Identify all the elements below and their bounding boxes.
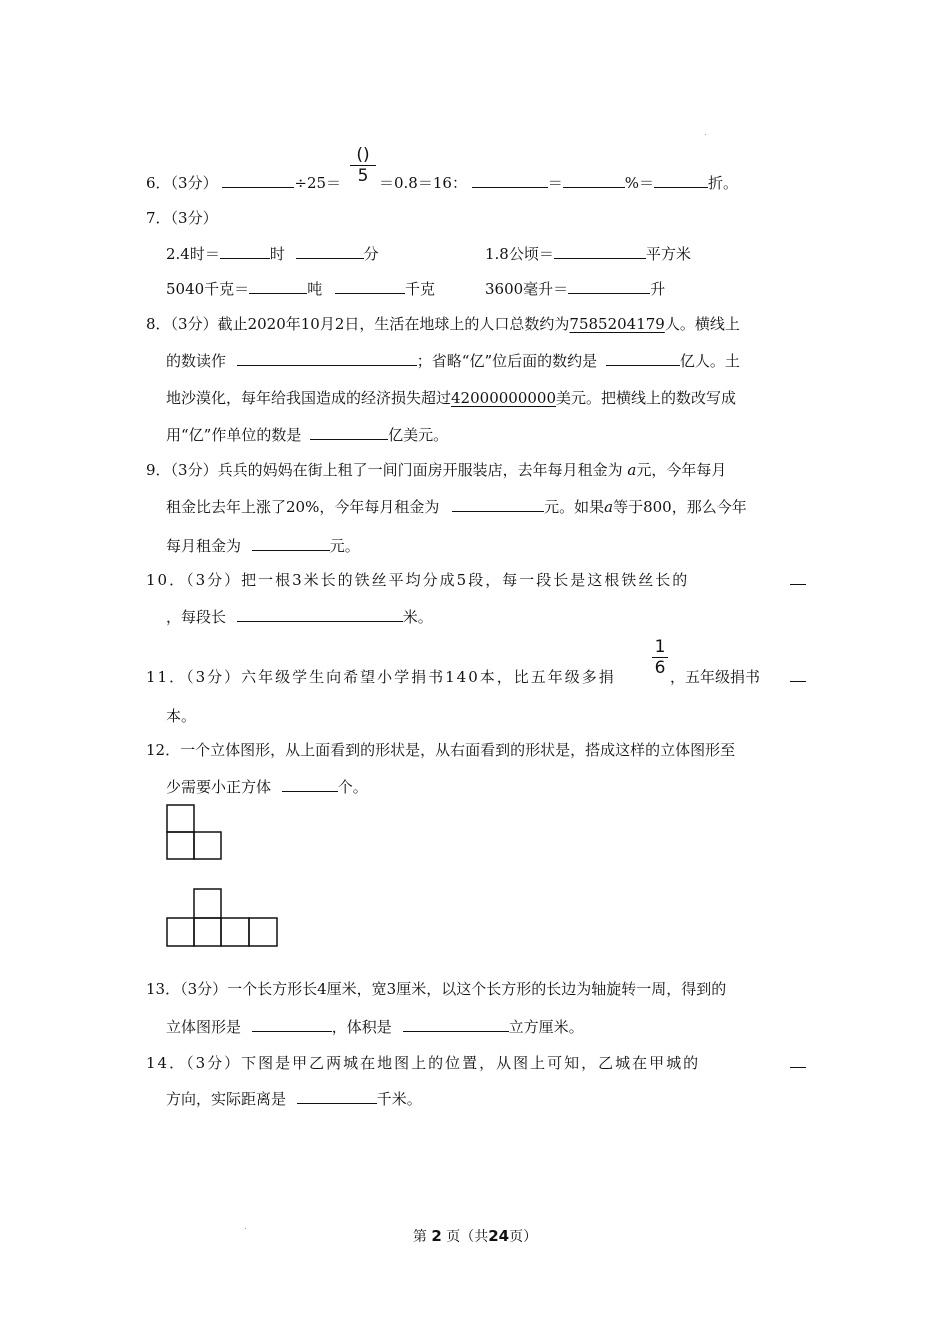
q10-blank-2[interactable] — [237, 607, 403, 622]
q12-line-2: 少需要小正方体 个。 — [166, 778, 368, 796]
q8-number: 8． — [146, 315, 171, 333]
q14-number: 14． — [146, 1054, 187, 1072]
q7-blank-6[interactable] — [568, 279, 650, 294]
q14-line-1: 14．（3分）下图是甲乙两城在地图上的位置，从图上可知，乙城在甲城的 — [146, 1054, 701, 1072]
q6-fraction-denominator: 5 — [357, 166, 369, 186]
q6-blank-3[interactable] — [563, 173, 625, 188]
q6-blank-1[interactable] — [222, 173, 294, 188]
q10-line-1: 10．（3分）把一根3米长的铁丝平均分成5段，每一段长是这根铁丝长的 — [146, 571, 690, 589]
q13-number: 13． — [146, 980, 181, 998]
top-view-square-1 — [167, 805, 194, 832]
right-view-square-top — [194, 889, 221, 918]
total-page-number: 24 — [488, 1227, 510, 1245]
q9-number: 9． — [146, 461, 171, 479]
q11-fraction-numerator: 1 — [654, 637, 666, 657]
q9-blank-2[interactable] — [252, 536, 330, 551]
top-view-square-3 — [194, 832, 221, 859]
q7-blank-1[interactable] — [220, 244, 270, 259]
q8-population-number: 7585204179 — [569, 315, 665, 333]
q8-line-4: 用“亿”作单位的数是 亿美元。 — [166, 426, 449, 444]
top-view-square-2 — [167, 832, 194, 859]
q8-loss-number: 42000000000 — [451, 389, 556, 407]
q9-variable-a: a — [627, 461, 637, 479]
q14-score: （3分） — [186, 1054, 242, 1072]
right-view-square-1 — [167, 918, 194, 946]
q6-blank-2[interactable] — [472, 173, 548, 188]
q10-number: 10． — [146, 571, 187, 589]
q9-line-2: 租金比去年上涨了20%，今年每月租金为 元。如果a等于800，那么今年 — [166, 498, 747, 516]
q7-blank-5[interactable] — [335, 279, 405, 294]
q12-line-1: 12．一个立体图形，从上面看到的形状是，从右面看到的形状是，搭成这样的立体图形至 — [146, 741, 736, 759]
scan-speck — [245, 1228, 246, 1229]
q7-row-1b: 1.8公顷＝ 平方米 — [485, 245, 691, 263]
q8-blank-3[interactable] — [310, 425, 388, 440]
q11-number: 11． — [146, 668, 187, 686]
q13-blank-2[interactable] — [403, 1017, 509, 1032]
q7-row-2b: 3600毫升＝ 升 — [485, 280, 666, 298]
q9-line-1: 9．（3分）兵兵的妈妈在街上租了一间门面房开服装店，去年每月租金为 a元，今年每月 — [146, 461, 727, 479]
q12-blank-1[interactable] — [282, 777, 338, 792]
q12-number: 12． — [146, 741, 181, 759]
current-page-number: 2 — [431, 1227, 442, 1245]
q6-fraction-numerator[interactable]: () — [356, 145, 370, 165]
q6-fraction — [350, 146, 376, 185]
q6-blank-4[interactable] — [654, 173, 708, 188]
q7-score: （3分） — [170, 209, 218, 227]
page-footer: 第 2 页（共24页） — [412, 1227, 538, 1245]
q10-score: （3分） — [186, 571, 242, 589]
q7-header — [146, 207, 218, 228]
q14-line-2: 方向，实际距离是 千米。 — [166, 1090, 422, 1108]
q12-right-view-figure — [166, 888, 280, 948]
q10-blank-1[interactable] — [790, 570, 806, 585]
q8-score: （3分） — [170, 315, 218, 333]
q6-score: （3分） — [170, 174, 218, 192]
q8-line-3: 地沙漠化，每年给我国造成的经济损失超过42000000000美元。把横线上的数改写成 — [166, 389, 737, 407]
q13-score: （3分） — [180, 980, 228, 998]
q11-line-1: 11．（3分）六年级学生向希望小学捐书140本，比五年级多捐 — [146, 668, 616, 686]
q14-blank-2[interactable] — [297, 1089, 377, 1104]
q9-score: （3分） — [170, 461, 218, 479]
q13-line-1: 13．（3分）一个长方形长4厘米，宽3厘米，以这个长方形的长边为轴旋转一周，得到的 — [146, 980, 727, 998]
q8-line-1: 8．（3分）截止2020年10月2日，生活在地球上的人口总数约为7585204179人。横线上 — [146, 315, 740, 333]
q7-blank-4[interactable] — [249, 279, 307, 294]
scan-speck — [705, 134, 706, 135]
q6-line: 6．（3分） ÷25＝ — [146, 174, 342, 192]
q7-blank-3[interactable] — [554, 244, 646, 259]
q9-line-3: 每月租金为 元。 — [166, 537, 360, 555]
q6-number: 6． — [146, 174, 171, 192]
q7-blank-2[interactable] — [296, 244, 364, 259]
q7-number: 7． — [146, 209, 171, 227]
right-view-square-3 — [221, 918, 249, 946]
q11-line-1b: ，五年级捐书 — [670, 668, 761, 686]
q6-line-rest: ＝0.8＝16： ＝ %＝ 折。 — [379, 174, 739, 192]
q8-blank-1[interactable] — [237, 351, 417, 366]
q9-blank-1[interactable] — [452, 497, 544, 512]
q13-blank-1[interactable] — [252, 1017, 332, 1032]
q11-blank-1[interactable] — [790, 667, 806, 682]
q14-blank-1[interactable] — [790, 1053, 806, 1068]
q7-row-1: 2.4时＝ 时 分 — [166, 245, 379, 263]
q7-row-2: 5040千克＝ 吨 千克 — [166, 280, 435, 298]
q8-blank-2[interactable] — [606, 351, 680, 366]
q13-line-2: 立体图形是 ，体积是 立方厘米。 — [166, 1018, 584, 1036]
q11-line-2: 本。 — [166, 707, 197, 725]
q11-fraction — [652, 638, 668, 677]
right-view-square-2 — [194, 918, 221, 946]
q11-score: （3分） — [186, 668, 242, 686]
right-view-square-4 — [249, 918, 277, 946]
q11-fraction-denominator: 6 — [654, 658, 666, 678]
q12-top-view-figure — [166, 804, 224, 862]
q10-line-2: ，每段长 米。 — [166, 608, 433, 626]
q8-line-2: 的数读作 ；省略“亿”位后面的数约是 亿人。土 — [166, 352, 740, 370]
